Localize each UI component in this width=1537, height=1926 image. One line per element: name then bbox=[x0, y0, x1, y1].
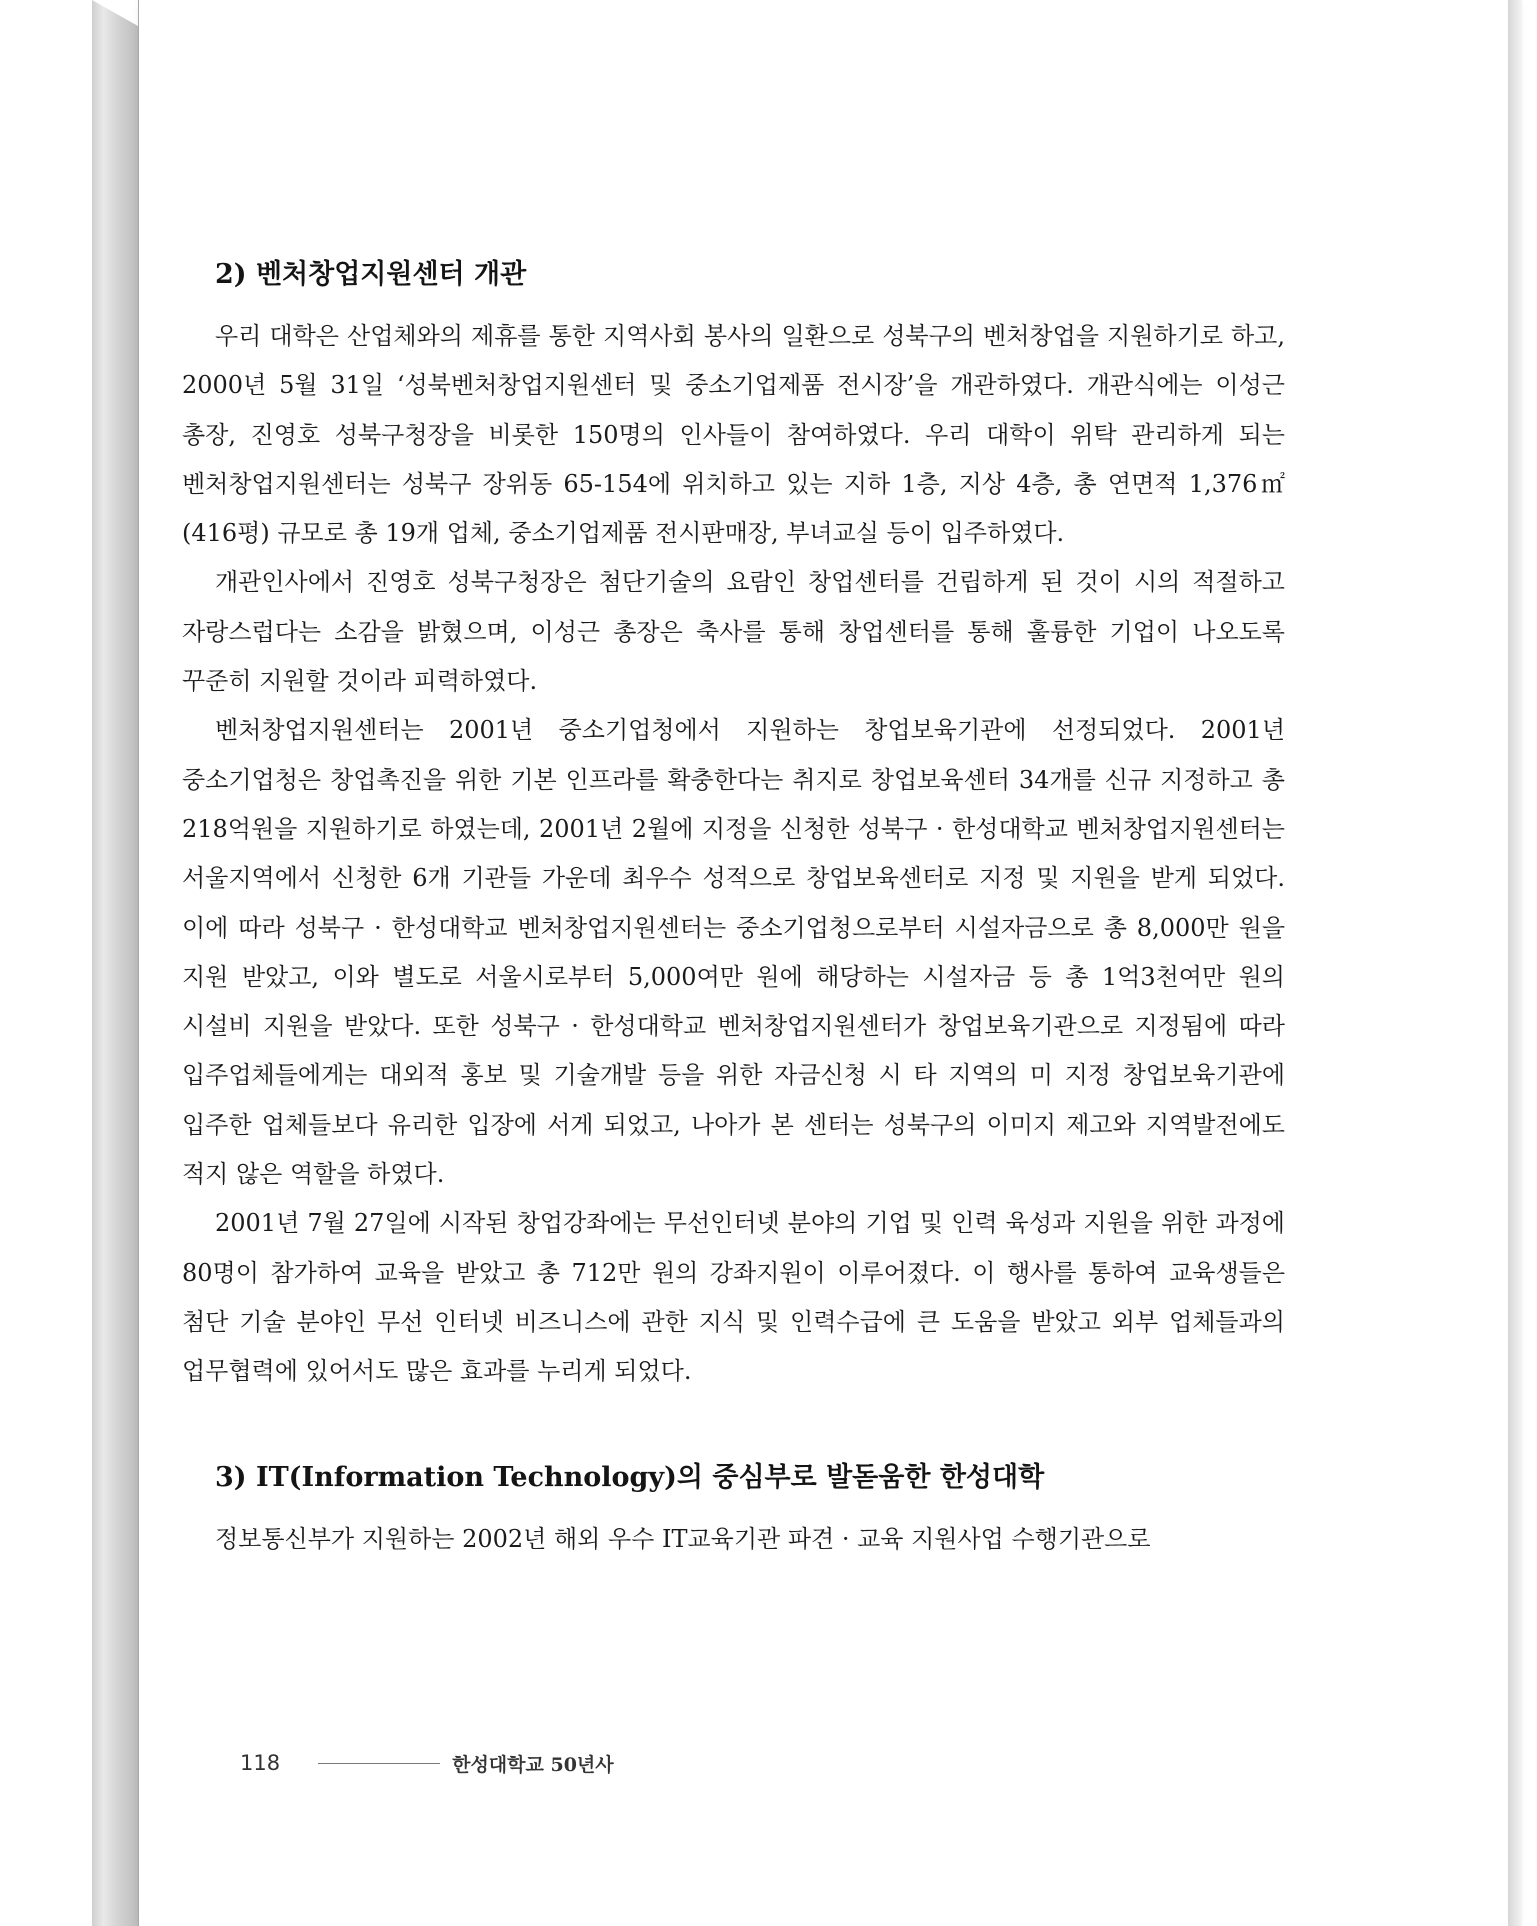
section-heading-it-hub: 3) IT(Information Technology)의 중심부로 발돋움한 한성대학 bbox=[215, 1461, 1045, 1493]
paragraph: 정보통신부가 지원하는 2002년 해외 우수 IT교육기관 파견 · 교육 지원사업 수행기관으로 bbox=[215, 1524, 1151, 1553]
page-content bbox=[182, 228, 1285, 1564]
heading-spacer bbox=[182, 1503, 1285, 1515]
heading-spacer bbox=[182, 300, 1285, 312]
page-footer bbox=[240, 1748, 840, 1778]
page-number: 118 bbox=[240, 1751, 281, 1775]
book-spine bbox=[92, 0, 138, 1926]
paragraph: 벤처창업지원센터는 2001년 중소기업청에서 지원하는 창업보육기관에 선정되었다. 2001년 중소기업청은 창업촉진을 위한 기본 인프라를 확충한다는 취지로 창업보육센터 34개를 신규 지정하고 총 218억원을 지원하기로 하였는데, 2001년 2월에 지정을 신청한 성북구 · 한성대학교 벤처창업지원센터는 서울지역에서 신청한 6개 기관들 가운데 최우수 성적으로 창업보육센터로 지정 및 지원을 받게 되었다. 이에 따라 성북구 · 한성대학교 벤처창업지원센터는 중소기업청으로부터 시설자금으로 총 8,000만 원을 지원 받았고, 이와 별도로 서울시로부터 5,000여만 원에 해당하는 시설자금 등 총 1억3천여만 원의 시설비 지원을 받았다. 또한 성북구 · 한성대학교 벤처창업지원센터가 창업보육기관으로 지정됨에 따라 입주업체들에게는 대외적 홍보 및 기술개발 등을 위한 자금신청 시 타 지역의 미 지정 창업보육기관에 입주한 업체들보다 유리한 입장에 서게 되었고, 나아가 본 센터는 성북구의 이미지 제고와 지역발전에도 적지 않은 역할을 하였다. bbox=[182, 716, 1285, 1189]
paragraph: 2001년 7월 27일에 시작된 창업강좌에는 무선인터넷 분야의 기업 및 인력 육성과 지원을 위한 과정에 80명이 참가하여 교육을 받았고 총 712만 원의 강좌지원이 이루어졌다. 이 행사를 통하여 교육생들은 첨단 기술 분야인 무선 인터넷 비즈니스에 관한 지식 및 인력수급에 큰 도움을 받았고 외부 업체들과의 업무협력에 있어서도 많은 효과를 누리게 되었다. bbox=[182, 1209, 1285, 1386]
running-book-title: 한성대학교 50년사 bbox=[452, 1753, 614, 1776]
page-edge-shadow bbox=[1508, 0, 1522, 1926]
paragraph: 개관인사에서 진영호 성북구청장은 첨단기술의 요람인 창업센터를 건립하게 된 것이 시의 적절하고 자랑스럽다는 소감을 밝혔으며, 이성근 총장은 축사를 통해 창업센터를 통해 훌륭한 기업이 나오도록 꾸준히 지원할 것이라 피력하였다. bbox=[182, 568, 1285, 696]
section-heading-venture-center: 2) 벤처창업지원센터 개관 bbox=[215, 259, 527, 290]
footer-divider bbox=[318, 1763, 440, 1764]
paragraph: 우리 대학은 산업체와의 제휴를 통한 지역사회 봉사의 일환으로 성북구의 벤처창업을 지원하기로 하고, 2000년 5월 31일 ‘성북벤처창업지원센터 및 중소기업제품 전시장’을 개관하였다. 개관식에는 이성근 총장, 진영호 성북구청장을 비롯한 150명의 인사들이 참여하였다. 우리 대학이 위탁 관리하게 되는 벤처창업지원센터는 성북구 장위동 65-154에 위치하고 있는 지하 1층, 지상 4층, 총 연면적 1,376㎡(416평) 규모로 총 19개 업체, 중소기업제품 전시판매장, 부녀교실 등이 입주하였다. bbox=[182, 322, 1285, 548]
book-spine-corner bbox=[92, 0, 138, 26]
